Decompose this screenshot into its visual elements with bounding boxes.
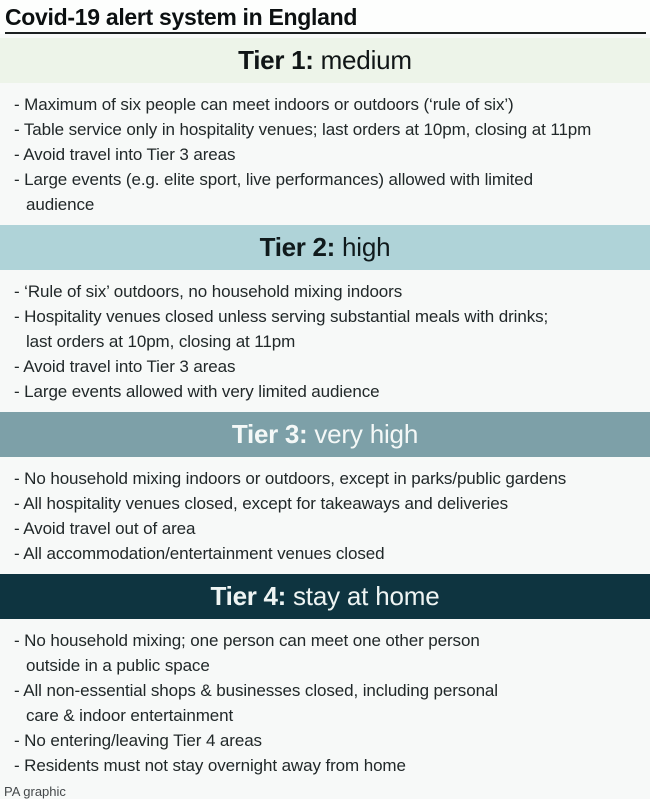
tier-3-section bbox=[0, 408, 650, 570]
rule-item bbox=[14, 92, 642, 117]
tier-2-rules-list bbox=[0, 270, 650, 408]
tier-4-section bbox=[0, 570, 650, 782]
rule-item bbox=[14, 304, 642, 354]
tier-1-section bbox=[0, 34, 650, 221]
rule-line: - Hospitality venues closed unless serving substantial meals with drinks; bbox=[14, 307, 549, 326]
tier-3-rules-list bbox=[0, 457, 650, 570]
rule-item bbox=[14, 466, 642, 491]
rule-item bbox=[14, 379, 642, 404]
tier-3-header-band bbox=[0, 412, 650, 457]
tier-1-rules-list bbox=[0, 83, 650, 221]
rule-item bbox=[14, 541, 642, 566]
tier-3-level-name: very high bbox=[314, 419, 419, 449]
tier-2-level-name: high bbox=[342, 232, 391, 262]
rule-line: - Table service only in hospitality venues; last orders at 10pm, closing at 11pm bbox=[14, 120, 592, 139]
rule-item bbox=[14, 516, 642, 541]
rule-line-continuation: audience bbox=[26, 195, 95, 214]
tier-2-section bbox=[0, 221, 650, 408]
tier-4-rules-list bbox=[0, 619, 650, 782]
rule-item bbox=[14, 491, 642, 516]
rule-item bbox=[14, 628, 642, 678]
tier-4-header-band bbox=[0, 574, 650, 619]
rule-line: - Large events (e.g. elite sport, live performances) allowed with limited bbox=[14, 170, 533, 189]
page-title: Covid-19 alert system in England bbox=[5, 4, 358, 30]
rule-line: - ‘Rule of six’ outdoors, no household mixing indoors bbox=[14, 282, 403, 301]
footer bbox=[0, 782, 650, 799]
rule-line: - All hospitality venues closed, except for takeaways and deliveries bbox=[14, 494, 509, 513]
rule-line: - All accommodation/entertainment venues closed bbox=[14, 544, 385, 563]
rule-line: - Large events allowed with very limited audience bbox=[14, 382, 380, 401]
tier-4-label: Tier 4: bbox=[210, 581, 286, 611]
tier-1-level-name: medium bbox=[320, 45, 412, 75]
tier-2-label: Tier 2: bbox=[259, 232, 336, 262]
rule-item bbox=[14, 728, 642, 753]
rule-item bbox=[14, 117, 642, 142]
rule-line: - Avoid travel into Tier 3 areas bbox=[14, 145, 236, 164]
rule-item bbox=[14, 678, 642, 728]
rule-line-continuation: last orders at 10pm, closing at 11pm bbox=[26, 332, 296, 351]
tier-3-label: Tier 3: bbox=[231, 419, 308, 449]
rule-line: - No household mixing indoors or outdoors, except in parks/public gardens bbox=[14, 469, 567, 488]
tier-2-header-band bbox=[0, 225, 650, 270]
rule-item bbox=[14, 753, 642, 778]
rule-line: - Residents must not stay overnight away from home bbox=[14, 756, 406, 775]
rule-line: - Avoid travel out of area bbox=[14, 519, 196, 538]
source-credit: PA graphic bbox=[4, 784, 66, 799]
masthead bbox=[0, 0, 650, 34]
rule-line: - No household mixing; one person can meet one other person bbox=[14, 631, 480, 650]
rule-item bbox=[14, 279, 642, 304]
rule-line: - No entering/leaving Tier 4 areas bbox=[14, 731, 262, 750]
rule-line-continuation: outside in a public space bbox=[26, 656, 210, 675]
rule-item bbox=[14, 167, 642, 217]
tier-4-level-name: stay at home bbox=[293, 581, 440, 611]
rule-line: - All non-essential shops & businesses closed, including personal bbox=[14, 681, 498, 700]
rule-line-continuation: care & indoor entertainment bbox=[26, 706, 234, 725]
rule-item bbox=[14, 354, 642, 379]
rule-line: - Avoid travel into Tier 3 areas bbox=[14, 357, 236, 376]
rule-line: - Maximum of six people can meet indoors or outdoors (‘rule of six’) bbox=[14, 95, 514, 114]
rule-item bbox=[14, 142, 642, 167]
tier-1-header-band bbox=[0, 38, 650, 83]
tier-1-label: Tier 1: bbox=[238, 45, 314, 75]
